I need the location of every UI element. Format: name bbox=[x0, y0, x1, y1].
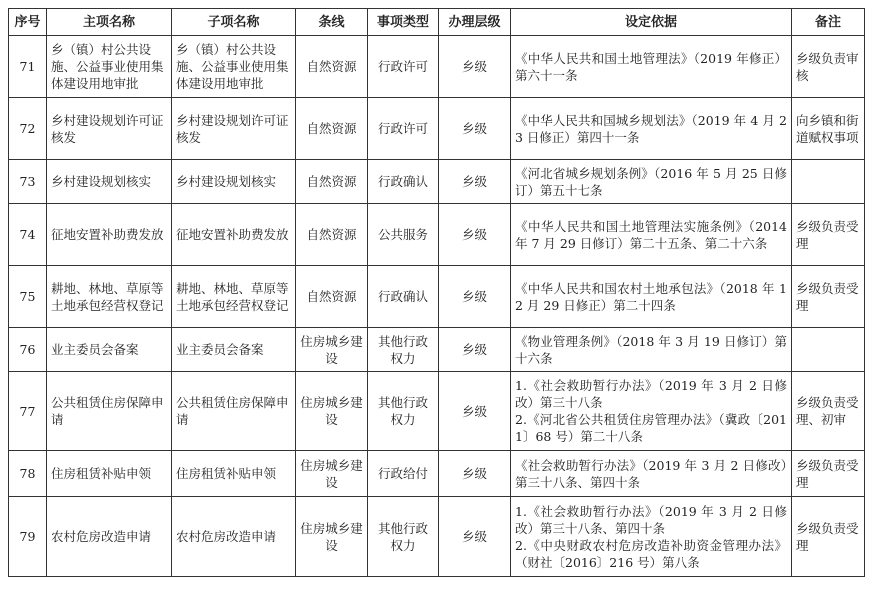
cell-line: 自然资源 bbox=[296, 98, 368, 160]
cell-no: 72 bbox=[9, 98, 47, 160]
cell-type: 公共服务 bbox=[368, 204, 439, 266]
cell-note bbox=[792, 328, 865, 372]
cell-type: 行政确认 bbox=[368, 160, 439, 204]
cell-note: 乡级负责受理 bbox=[792, 497, 865, 577]
cell-type: 其他行政权力 bbox=[368, 328, 439, 372]
cell-basis bbox=[511, 36, 792, 98]
cell-no: 74 bbox=[9, 204, 47, 266]
cell-sub-item: 乡村建设规划许可证核发 bbox=[172, 98, 296, 160]
cell-no: 78 bbox=[9, 451, 47, 497]
cell-level: 乡级 bbox=[439, 328, 511, 372]
cell-no: 71 bbox=[9, 36, 47, 98]
cell-level: 乡级 bbox=[439, 266, 511, 328]
cell-type: 行政许可 bbox=[368, 36, 439, 98]
basis-line: 《河北省城乡规划条例》（2016 年 5 月 25 日修订）第五十七条 bbox=[515, 165, 787, 198]
cell-line: 自然资源 bbox=[296, 204, 368, 266]
cell-note: 乡级负责审核 bbox=[792, 36, 865, 98]
table-row bbox=[9, 328, 865, 372]
basis-line: 《中华人民共和国城乡规划法》（2019 年 4 月 23 日修正）第四十一条 bbox=[515, 112, 787, 145]
cell-basis bbox=[511, 98, 792, 160]
header-note: 备注 bbox=[792, 9, 865, 36]
cell-main-item: 公共租赁住房保障申请 bbox=[47, 372, 172, 451]
basis-line: 《物业管理条例》（2018 年 3 月 19 日修订）第十六条 bbox=[515, 333, 787, 366]
cell-no: 76 bbox=[9, 328, 47, 372]
cell-note: 向乡镇和街道赋权事项 bbox=[792, 98, 865, 160]
cell-no: 73 bbox=[9, 160, 47, 204]
cell-no: 77 bbox=[9, 372, 47, 451]
cell-sub-item: 公共租赁住房保障申请 bbox=[172, 372, 296, 451]
matters-table bbox=[8, 8, 865, 577]
header-type: 事项类型 bbox=[368, 9, 439, 36]
table-row bbox=[9, 204, 865, 266]
cell-basis bbox=[511, 328, 792, 372]
cell-type: 行政许可 bbox=[368, 98, 439, 160]
cell-main-item: 乡村建设规划许可证核发 bbox=[47, 98, 172, 160]
cell-main-item: 耕地、林地、草原等土地承包经营权登记 bbox=[47, 266, 172, 328]
table-row bbox=[9, 160, 865, 204]
cell-level: 乡级 bbox=[439, 497, 511, 577]
header-level: 办理层级 bbox=[439, 9, 511, 36]
cell-main-item: 农村危房改造申请 bbox=[47, 497, 172, 577]
table-row bbox=[9, 98, 865, 160]
header-main-item: 主项名称 bbox=[47, 9, 172, 36]
basis-line: 《中华人民共和国农村土地承包法》（2018 年 12 月 29 日修正）第二十四条 bbox=[515, 280, 787, 313]
cell-type: 行政给付 bbox=[368, 451, 439, 497]
cell-basis bbox=[511, 266, 792, 328]
cell-main-item: 乡村建设规划核实 bbox=[47, 160, 172, 204]
basis-line: 2.《河北省公共租赁住房管理办法》（冀政〔2011〕68 号）第二十八条 bbox=[515, 412, 787, 444]
table-row bbox=[9, 497, 865, 577]
cell-type: 其他行政权力 bbox=[368, 497, 439, 577]
cell-type: 行政确认 bbox=[368, 266, 439, 328]
cell-level: 乡级 bbox=[439, 372, 511, 451]
cell-line: 自然资源 bbox=[296, 160, 368, 204]
cell-line: 住房城乡建设 bbox=[296, 451, 368, 497]
cell-main-item: 征地安置补助费发放 bbox=[47, 204, 172, 266]
cell-note: 乡级负责受理、初审 bbox=[792, 372, 865, 451]
basis-line: 《中华人民共和国土地管理法实施条例》（2014 年 7 月 29 日修订）第二十五条、第二十六条 bbox=[515, 218, 787, 251]
basis-line: 2.《中央财政农村危房改造补助资金管理办法》（财社〔2016〕216 号）第八条 bbox=[515, 537, 787, 570]
header-row bbox=[9, 9, 865, 36]
cell-line: 住房城乡建设 bbox=[296, 328, 368, 372]
header-line: 条线 bbox=[296, 9, 368, 36]
cell-sub-item: 乡（镇）村公共设施、公益事业使用集体建设用地审批 bbox=[172, 36, 296, 98]
cell-sub-item: 业主委员会备案 bbox=[172, 328, 296, 372]
cell-note: 乡级负责受理 bbox=[792, 204, 865, 266]
header-basis: 设定依据 bbox=[511, 9, 792, 36]
cell-main-item: 乡（镇）村公共设施、公益事业使用集体建设用地审批 bbox=[47, 36, 172, 98]
cell-sub-item: 住房租赁补贴申领 bbox=[172, 451, 296, 497]
cell-level: 乡级 bbox=[439, 204, 511, 266]
cell-no: 75 bbox=[9, 266, 47, 328]
cell-basis bbox=[511, 372, 792, 451]
cell-sub-item: 乡村建设规划核实 bbox=[172, 160, 296, 204]
cell-level: 乡级 bbox=[439, 451, 511, 497]
cell-sub-item: 农村危房改造申请 bbox=[172, 497, 296, 577]
cell-level: 乡级 bbox=[439, 36, 511, 98]
cell-main-item: 住房租赁补贴申领 bbox=[47, 451, 172, 497]
cell-level: 乡级 bbox=[439, 98, 511, 160]
header-sub-item: 子项名称 bbox=[172, 9, 296, 36]
cell-no: 79 bbox=[9, 497, 47, 577]
cell-note: 乡级负责受理 bbox=[792, 451, 865, 497]
basis-line: 1.《社会救助暂行办法》（2019 年 3 月 2 日修改）第三十八条 bbox=[515, 378, 787, 410]
cell-note: 乡级负责受理 bbox=[792, 266, 865, 328]
cell-sub-item: 征地安置补助费发放 bbox=[172, 204, 296, 266]
basis-line: 1.《社会救助暂行办法》（2019 年 3 月 2 日修改）第三十八条、第四十条 bbox=[515, 503, 787, 536]
basis-line: 《社会救助暂行办法》（2019 年 3 月 2 日修改）第三十八条、第四十条 bbox=[515, 457, 787, 490]
cell-type: 其他行政权力 bbox=[368, 372, 439, 451]
cell-main-item: 业主委员会备案 bbox=[47, 328, 172, 372]
table-row bbox=[9, 266, 865, 328]
cell-line: 住房城乡建设 bbox=[296, 372, 368, 451]
cell-basis bbox=[511, 451, 792, 497]
cell-basis bbox=[511, 497, 792, 577]
cell-level: 乡级 bbox=[439, 160, 511, 204]
table-row bbox=[9, 451, 865, 497]
cell-line: 自然资源 bbox=[296, 266, 368, 328]
header-no: 序号 bbox=[9, 9, 47, 36]
table-row bbox=[9, 36, 865, 98]
cell-note bbox=[792, 160, 865, 204]
table-row bbox=[9, 372, 865, 451]
basis-line: 《中华人民共和国土地管理法》（2019 年修正）第六十一条 bbox=[515, 50, 787, 83]
cell-basis bbox=[511, 160, 792, 204]
cell-basis bbox=[511, 204, 792, 266]
cell-sub-item: 耕地、林地、草原等土地承包经营权登记 bbox=[172, 266, 296, 328]
cell-line: 住房城乡建设 bbox=[296, 497, 368, 577]
cell-line: 自然资源 bbox=[296, 36, 368, 98]
